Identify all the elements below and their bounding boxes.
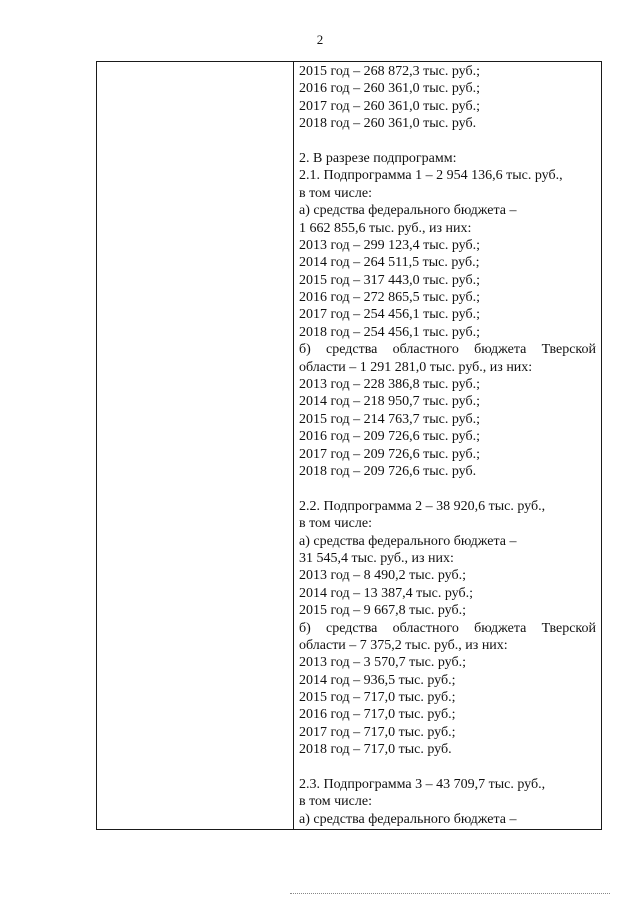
blank-line [299, 133, 596, 150]
text-line: 2013 год – 299 123,4 тыс. руб.; [299, 237, 480, 253]
text-line: 2014 год – 264 511,5 тыс. руб.; [299, 255, 480, 271]
text-line: 2014 год – 218 950,7 тыс. руб.; [299, 394, 480, 410]
text-line: 2018 год – 209 726,6 тыс. руб. [299, 463, 477, 479]
blank-line [299, 480, 596, 497]
financing-table [96, 61, 602, 830]
text-line: а) средства федерального бюджета – [299, 203, 517, 219]
text-line: 2014 год – 13 387,4 тыс. руб.; [299, 585, 473, 601]
text-line: 2013 год – 3 570,7 тыс. руб.; [299, 655, 466, 671]
text-line: 2015 год – 717,0 тыс. руб.; [299, 690, 456, 706]
text-line: в том числе: [299, 794, 372, 810]
text-line: 2015 год – 9 667,8 тыс. руб.; [299, 603, 466, 619]
text-line: 2015 год – 214 763,7 тыс. руб.; [299, 411, 480, 427]
text-line: 2017 год – 260 361,0 тыс. руб.; [299, 98, 480, 114]
text-line: 2015 год – 268 872,3 тыс. руб.; [299, 64, 480, 79]
text-line: 31 545,4 тыс. руб., из них: [299, 550, 454, 566]
text-line: 2017 год – 254 456,1 тыс. руб.; [299, 307, 480, 323]
text-line: области – 1 291 281,0 тыс. руб., из них: [299, 359, 533, 375]
text-line: 2016 год – 209 726,6 тыс. руб.; [299, 429, 480, 445]
text-line: в том числе: [299, 516, 372, 532]
text-line: 2017 год – 209 726,6 тыс. руб.; [299, 446, 480, 462]
text-line: 2013 год – 8 490,2 тыс. руб.; [299, 568, 466, 584]
text-line: 2016 год – 272 865,5 тыс. руб.; [299, 290, 480, 306]
text-line: 2018 год – 717,0 тыс. руб. [299, 742, 452, 758]
text-line: 2014 год – 936,5 тыс. руб.; [299, 672, 456, 688]
text-line: 2013 год – 228 386,8 тыс. руб.; [299, 377, 480, 393]
table-left-column [97, 62, 294, 829]
text-line: б) средства областного бюджета Тверской [299, 342, 596, 358]
text-line: 2015 год – 317 443,0 тыс. руб.; [299, 272, 480, 288]
text-line: 2018 год – 254 456,1 тыс. руб.; [299, 324, 480, 340]
text-line: области – 7 375,2 тыс. руб., из них: [299, 637, 508, 653]
text-line: а) средства федерального бюджета – [299, 533, 517, 549]
table-right-column [294, 62, 601, 829]
text-line: 2. В разрезе подпрограмм: [299, 150, 457, 166]
text-line: 2016 год – 717,0 тыс. руб.; [299, 707, 456, 723]
text-line: б) средства областного бюджета Тверской [299, 620, 596, 636]
text-line: 2018 год – 260 361,0 тыс. руб. [299, 116, 477, 132]
blank-line [299, 759, 596, 776]
text-line: 2.1. Подпрограмма 1 – 2 954 136,6 тыс. руб., [299, 168, 563, 184]
text-line: а) средства федерального бюджета – [299, 811, 517, 827]
scan-artifact-dotted-line [290, 893, 610, 894]
text-line: 2016 год – 260 361,0 тыс. руб.; [299, 81, 480, 97]
text-line: 2017 год – 717,0 тыс. руб.; [299, 724, 456, 740]
text-line: 2.3. Подпрограмма 3 – 43 709,7 тыс. руб., [299, 777, 546, 793]
page-number: 2 [316, 32, 324, 47]
text-line: 2.2. Подпрограмма 2 – 38 920,6 тыс. руб., [299, 498, 546, 514]
text-line: 1 662 855,6 тыс. руб., из них: [299, 220, 472, 236]
text-line: в том числе: [299, 185, 372, 201]
